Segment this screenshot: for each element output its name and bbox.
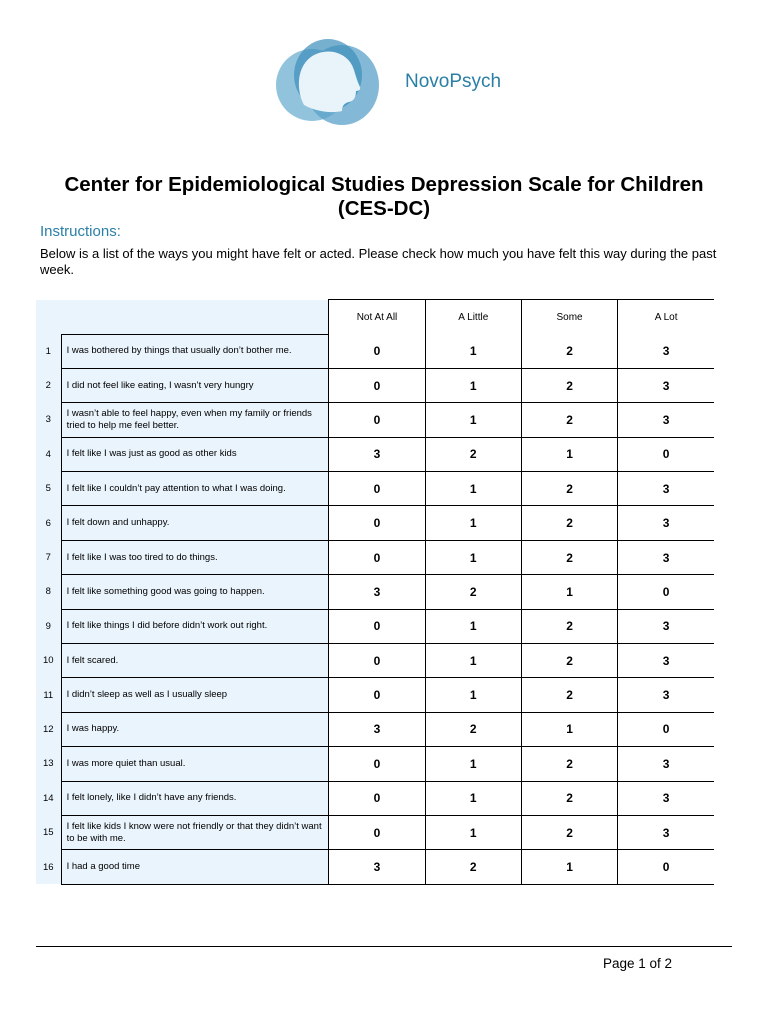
item-number: 8: [36, 575, 61, 609]
score-not-at-all[interactable]: 0: [329, 506, 425, 540]
item-statement: I felt like things I did before didn’t work out right.: [61, 609, 329, 643]
column-header-a-little: A Little: [425, 300, 521, 335]
item-number: 3: [36, 403, 61, 437]
table-row: [36, 334, 714, 368]
item-statement: I felt scared.: [61, 644, 329, 678]
item-number: 2: [36, 368, 61, 402]
table-row: [36, 540, 714, 574]
score-some[interactable]: 2: [521, 540, 617, 574]
score-a-lot[interactable]: 3: [618, 334, 714, 368]
score-a-lot[interactable]: 0: [618, 575, 714, 609]
score-not-at-all[interactable]: 0: [329, 472, 425, 506]
table-row: [36, 747, 714, 781]
page-title: Center for Epidemiological Studies Depression Scale for Children (CES-DC): [64, 173, 704, 220]
table-row: [36, 403, 714, 437]
item-statement: I was more quiet than usual.: [61, 747, 329, 781]
score-a-little[interactable]: 2: [425, 437, 521, 471]
table-row: [36, 575, 714, 609]
score-a-lot[interactable]: 3: [618, 403, 714, 437]
score-a-lot[interactable]: 3: [618, 747, 714, 781]
item-statement: I did not feel like eating, I wasn’t very hungry: [61, 368, 329, 402]
score-a-little[interactable]: 1: [425, 368, 521, 402]
score-a-little[interactable]: 1: [425, 506, 521, 540]
item-number: 6: [36, 506, 61, 540]
item-statement: I felt like I was just as good as other kids: [61, 437, 329, 471]
score-a-lot[interactable]: 3: [618, 644, 714, 678]
table-row: [36, 815, 714, 849]
score-a-little[interactable]: 1: [425, 609, 521, 643]
score-not-at-all[interactable]: 0: [329, 609, 425, 643]
column-header-not-at-all: Not At All: [329, 300, 425, 335]
score-not-at-all[interactable]: 0: [329, 678, 425, 712]
score-a-little[interactable]: 1: [425, 644, 521, 678]
score-some[interactable]: 2: [521, 472, 617, 506]
depression-scale-table: [36, 299, 714, 885]
score-a-little[interactable]: 1: [425, 815, 521, 849]
score-some[interactable]: 2: [521, 815, 617, 849]
score-a-little[interactable]: 1: [425, 472, 521, 506]
table-row: [36, 644, 714, 678]
page-number: Page 1 of 2: [603, 956, 673, 971]
score-not-at-all[interactable]: 3: [329, 850, 425, 884]
column-header-some: Some: [521, 300, 617, 335]
score-not-at-all[interactable]: 0: [329, 368, 425, 402]
item-number: 10: [36, 644, 61, 678]
item-statement: I had a good time: [61, 850, 329, 884]
score-a-lot[interactable]: 3: [618, 506, 714, 540]
score-a-lot[interactable]: 3: [618, 781, 714, 815]
score-not-at-all[interactable]: 0: [329, 334, 425, 368]
score-a-little[interactable]: 1: [425, 781, 521, 815]
item-statement: I was bothered by things that usually don’t bother me.: [61, 334, 329, 368]
item-statement: I felt like something good was going to happen.: [61, 575, 329, 609]
table-row: [36, 678, 714, 712]
item-number: 5: [36, 472, 61, 506]
score-some[interactable]: 2: [521, 678, 617, 712]
table-row: [36, 472, 714, 506]
score-not-at-all[interactable]: 0: [329, 644, 425, 678]
score-a-lot[interactable]: 3: [618, 368, 714, 402]
score-some[interactable]: 1: [521, 437, 617, 471]
score-a-lot[interactable]: 0: [618, 850, 714, 884]
item-number: 14: [36, 781, 61, 815]
score-a-little[interactable]: 2: [425, 850, 521, 884]
score-some[interactable]: 2: [521, 644, 617, 678]
item-statement: I wasn’t able to feel happy, even when my family or friends tried to help me feel better.: [61, 403, 329, 437]
table-row: [36, 850, 714, 884]
score-not-at-all[interactable]: 0: [329, 747, 425, 781]
score-not-at-all[interactable]: 0: [329, 403, 425, 437]
score-a-little[interactable]: 2: [425, 575, 521, 609]
score-some[interactable]: 2: [521, 747, 617, 781]
score-a-little[interactable]: 2: [425, 712, 521, 746]
header-blank-item: [61, 300, 329, 335]
item-statement: I felt like I couldn’t pay attention to what I was doing.: [61, 472, 329, 506]
item-statement: I felt down and unhappy.: [61, 506, 329, 540]
item-number: 9: [36, 609, 61, 643]
score-a-lot[interactable]: 3: [618, 472, 714, 506]
score-not-at-all[interactable]: 3: [329, 437, 425, 471]
table-row: [36, 609, 714, 643]
score-a-little[interactable]: 1: [425, 540, 521, 574]
item-number: 16: [36, 850, 61, 884]
score-some[interactable]: 1: [521, 850, 617, 884]
score-a-lot[interactable]: 3: [618, 609, 714, 643]
score-a-lot[interactable]: 0: [618, 712, 714, 746]
score-not-at-all[interactable]: 3: [329, 575, 425, 609]
score-a-little[interactable]: 1: [425, 403, 521, 437]
table-row: [36, 506, 714, 540]
instructions-heading: Instructions:: [40, 223, 121, 240]
score-some[interactable]: 2: [521, 781, 617, 815]
score-some[interactable]: 2: [521, 609, 617, 643]
brand-name: NovoPsych: [405, 71, 502, 92]
item-number: 4: [36, 437, 61, 471]
item-statement: I was happy.: [61, 712, 329, 746]
item-number: 13: [36, 747, 61, 781]
item-number: 1: [36, 334, 61, 368]
instructions-text: Below is a list of the ways you might have felt or acted. Please check how much you have felt this way during the past week.: [40, 246, 717, 277]
score-a-lot[interactable]: 3: [618, 815, 714, 849]
score-a-little[interactable]: 1: [425, 678, 521, 712]
item-number: 15: [36, 815, 61, 849]
item-statement: I felt like I was too tired to do things.: [61, 540, 329, 574]
table-row: [36, 712, 714, 746]
score-some[interactable]: 1: [521, 575, 617, 609]
item-number: 7: [36, 540, 61, 574]
novopsych-logo-icon: [274, 35, 382, 130]
score-not-at-all[interactable]: 0: [329, 815, 425, 849]
score-a-lot[interactable]: 3: [618, 678, 714, 712]
column-header-a-lot: A Lot: [618, 300, 714, 335]
score-some[interactable]: 2: [521, 334, 617, 368]
footer-divider: [36, 946, 732, 947]
score-a-little[interactable]: 1: [425, 334, 521, 368]
table-row: [36, 781, 714, 815]
item-number: 12: [36, 712, 61, 746]
table-row: [36, 437, 714, 471]
score-a-lot[interactable]: 3: [618, 540, 714, 574]
item-number: 11: [36, 678, 61, 712]
score-not-at-all[interactable]: 0: [329, 781, 425, 815]
header-blank-number: [36, 300, 61, 335]
score-a-lot[interactable]: 0: [618, 437, 714, 471]
item-statement: I felt lonely, like I didn’t have any friends.: [61, 781, 329, 815]
item-statement: I didn’t sleep as well as I usually sleep: [61, 678, 329, 712]
score-not-at-all[interactable]: 3: [329, 712, 425, 746]
table-header-row: [36, 300, 714, 335]
score-not-at-all[interactable]: 0: [329, 540, 425, 574]
score-a-little[interactable]: 1: [425, 747, 521, 781]
item-statement: I felt like kids I know were not friendly or that they didn’t want to be with me.: [61, 815, 329, 849]
score-some[interactable]: 2: [521, 403, 617, 437]
score-some[interactable]: 2: [521, 368, 617, 402]
score-some[interactable]: 1: [521, 712, 617, 746]
table-row: [36, 368, 714, 402]
score-some[interactable]: 2: [521, 506, 617, 540]
